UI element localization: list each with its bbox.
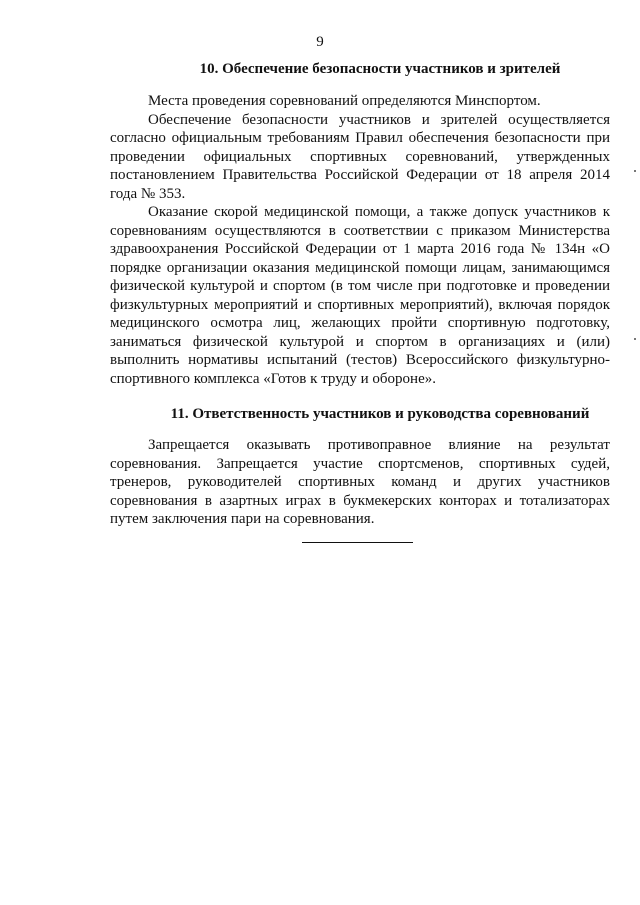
section-10-paragraph-venues: Места проведения соревнований определяются Минспортом. [148, 93, 541, 109]
section-10-paragraph-medical: Оказание скорой медицинской помощи, а также допуск участников к соревнованиям осуществляются в соответствии с приказом Министерства здравоохранения Российской Федерации от 1 марта 2016 года № 134н «О порядке организации оказания медицинской помощи лицам, занимающимся физической культурой и спортом (в том числе при подготовке и проведении физкультурных мероприятий и спортивных мероприятий), включая порядок медицинского осмотра лиц, желающих пройти спортивную подготовку, заниматься физической культурой и спортом в организациях и (или) выполнить нормативы испытаний (тестов) Всероссийского физкультурно-спортивного комплекса «Готов к труду и обороне». [110, 204, 610, 387]
end-of-document-rule [302, 542, 413, 543]
section-10-paragraph-safety: Обеспечение безопасности участников и зрителей осуществляется согласно официальным требованиям Правил обеспечения безопасности при проведении официальных спортивных соревнований, утвержденных постановлением Правительства Российской Федерации от 18 апреля 2014 года № 353. [110, 111, 610, 202]
scan-artifact-mark [634, 170, 636, 172]
section-11-heading: 11. Ответственность участников и руководства соревнований [170, 406, 590, 422]
scan-artifact-mark [634, 338, 636, 340]
section-10-body [110, 92, 610, 388]
section-10-heading: 10. Обеспечение безопасности участников и зрителей [199, 61, 561, 77]
section-11-body [110, 436, 610, 529]
section-11-paragraph-prohibitions: Запрещается оказывать противоправное влияние на результат соревнования. Запрещается участие спортсменов, спортивных судей, тренеров, руководителей спортивных команд и других участников соревнования в азартных играх в букмекерских конторах и тотализаторах путем заключения пари на соревнования. [110, 437, 610, 527]
page-number: 9 [316, 34, 324, 50]
